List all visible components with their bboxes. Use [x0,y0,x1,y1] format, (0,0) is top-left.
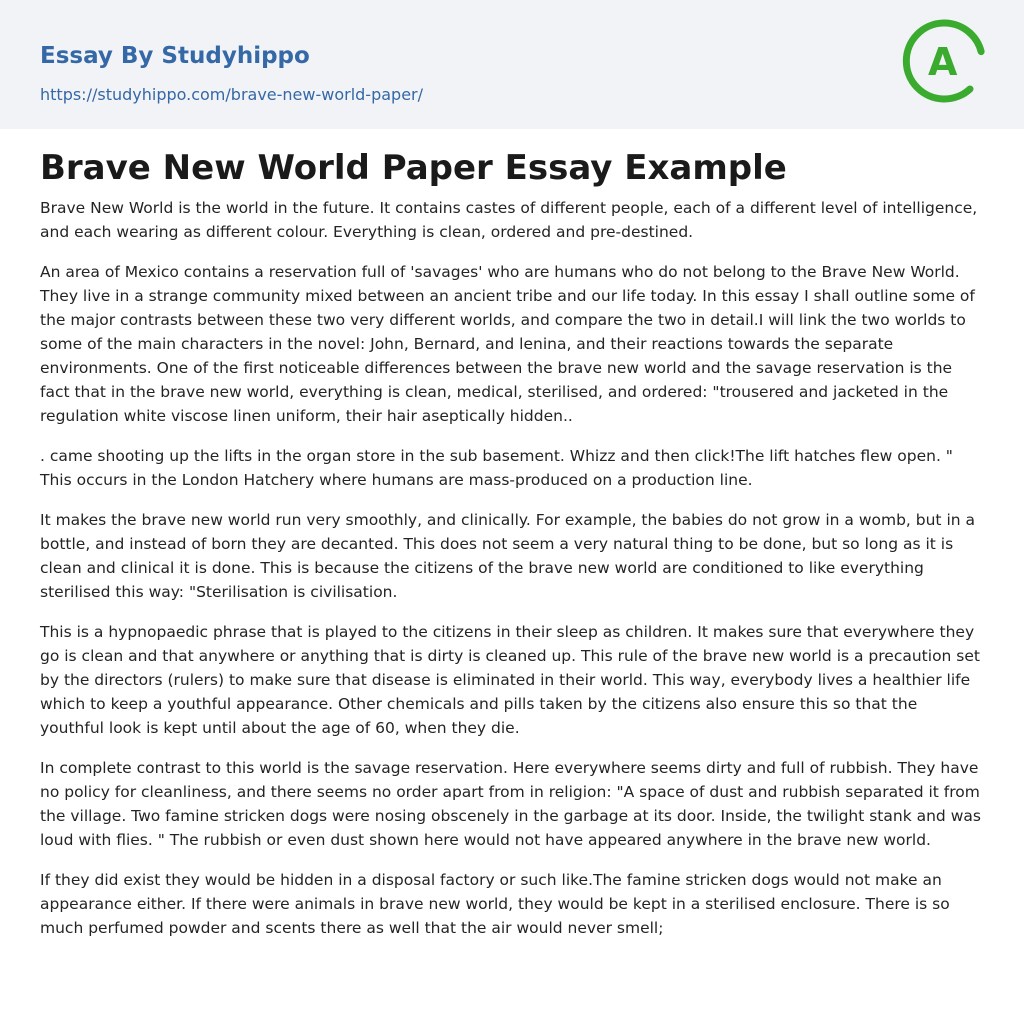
site-header [0,0,1024,129]
site-brand[interactable]: Essay By Studyhippo [40,43,310,69]
studyhippo-logo-icon[interactable] [902,19,986,103]
article [0,146,1024,940]
paragraph-2: An area of Mexico contains a reservation full of 'savages' who are humans who do not belong to the Brave New World. They live in a strange community mixed between an ancient tribe and our life today. In this essay I shall outline some of the major contrasts between these two very different worlds, and compare the two in detail.I will link the two worlds to some of the main characters in the novel: John, Bernard, and lenina, and their reactions towards the separate environments. One of the first noticeable differences between the brave new world and the savage reservation is the fact that in the brave new world, everything is clean, medical, sterilised, and ordered: "trousered and jacketed in the regulation white viscose linen uniform, their hair aseptically hidden.. [40,263,975,425]
paragraph-5: This is a hypnopaedic phrase that is played to the citizens in their sleep as children. It makes sure that everywhere they go is clean and that anywhere or anything that is dirty is cleaned up. This rule of the brave new world is a precaution set by the directors (rulers) to make sure that disease is eliminated in their world. This way, everybody lives a healthier life which to keep a youthful appearance. Other chemicals and pills taken by the citizens also ensure this so that the youthful look is kept until about the age of 60, when they die. [40,623,980,737]
paragraph-7: If they did exist they would be hidden in a disposal factory or such like.The famine stricken dogs would not make an appearance either. If there were animals in brave new world, they would be kept in a sterilised enclosure. There is so much perfumed powder and scents there as well that the air would never smell; [40,871,950,937]
page-title: Brave New World Paper Essay Example [40,148,787,188]
paragraph-1: Brave New World is the world in the future. It contains castes of different people, each of a different level of intelligence, and each wearing as different colour. Everything is clean, ordered and pre-destined. [40,199,978,241]
paragraph-4: It makes the brave new world run very smoothly, and clinically. For example, the babies do not grow in a womb, but in a bottle, and instead of born they are decanted. This does not seem a very natural thing to be done, but so long as it is clean and clinical it is done. This is because the citizens of the brave new world are conditioned to like everything sterilised this way: "Sterilisation is civilisation. [40,511,975,601]
paragraph-6: In complete contrast to this world is the savage reservation. Here everywhere seems dirty and full of rubbish. They have no policy for cleanliness, and there seems no order apart from in religion: "A space of dust and rubbish separated it from the village. Two famine stricken dogs were nosing obscenely in the garbage at its door. Inside, the twilight stank and was loud with flies. " The rubbish or even dust shown here would not have appeared anywhere in the brave new world. [40,759,981,849]
paragraph-3: . came shooting up the lifts in the organ store in the sub basement. Whizz and then click!The lift hatches flew open. " This occurs in the London Hatchery where humans are mass-produced on a production line. [40,447,953,489]
logo-letter: A [928,40,958,84]
page-url-link[interactable]: https://studyhippo.com/brave-new-world-paper/ [40,85,424,104]
